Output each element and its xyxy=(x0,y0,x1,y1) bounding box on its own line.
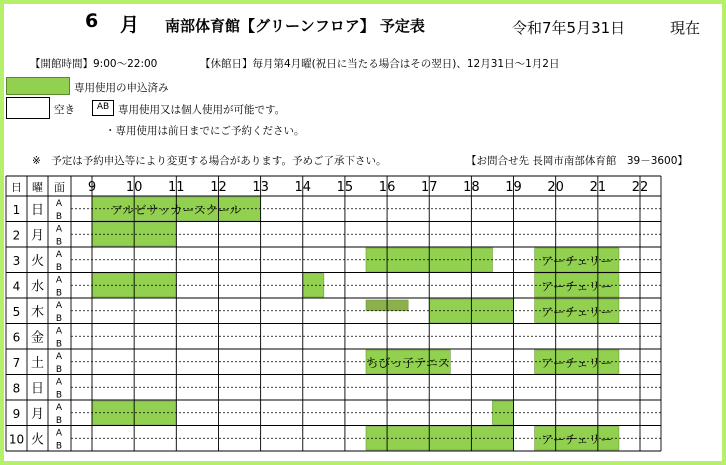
court-a-label: A xyxy=(55,301,63,311)
legend-available-label: 空き xyxy=(54,104,75,116)
legend-ab-label: 専用使用又は個人使用が可能です。 xyxy=(118,104,286,116)
court-a-label: A xyxy=(55,224,63,235)
legend-note: ・専用使用は前日までにご予約ください。 xyxy=(105,125,305,137)
header-day: 日 xyxy=(11,181,22,194)
day-number: 6 xyxy=(12,330,21,345)
day-number: 9 xyxy=(12,406,21,421)
court-a-label: A xyxy=(55,403,63,413)
court-b-label: B xyxy=(55,390,63,401)
as-of-date: 令和7年5月31日 xyxy=(512,19,626,37)
hour-label: 9 xyxy=(87,180,97,195)
booking-label: アルビサッカースクール xyxy=(111,202,242,217)
day-number: 3 xyxy=(12,253,21,268)
court-b-label: B xyxy=(55,339,63,350)
weekday-label: 月 xyxy=(30,228,45,244)
weekday-label: 金 xyxy=(30,330,45,346)
weekday-label: 火 xyxy=(30,432,45,448)
weekday-label: 月 xyxy=(30,406,45,422)
hour-label: 20 xyxy=(547,180,564,195)
booking-label: アーチェリー xyxy=(541,279,613,294)
hour-label: 12 xyxy=(210,180,227,195)
closed-days: 【休館日】毎月第4月曜(祝日に当たる場合はその翌日)、12月31日～1月2日 xyxy=(200,58,560,70)
as-of-suffix: 現在 xyxy=(670,19,701,37)
weekday-label: 水 xyxy=(30,279,45,295)
hour-label: 19 xyxy=(505,180,522,195)
hour-label: 21 xyxy=(589,180,607,195)
hour-label: 14 xyxy=(294,180,312,195)
hour-label: 10 xyxy=(125,180,143,195)
booking-label: ちびっ子テニス xyxy=(366,355,450,370)
legend-reserved-label: 専用使用の申込済み xyxy=(74,82,169,94)
notice-text: ※ 予定は予約申込等により変更する場合があります。予めご了承下さい。 xyxy=(32,155,387,167)
day-number: 5 xyxy=(12,304,21,319)
hour-label: 13 xyxy=(252,180,269,195)
legend-ab-symbol: AB xyxy=(92,100,114,116)
hour-label: 18 xyxy=(463,180,480,195)
booking-label: アーチェリー xyxy=(541,253,613,268)
day-number: 10 xyxy=(8,432,25,447)
court-a-label: A xyxy=(55,377,63,388)
weekday-label: 日 xyxy=(30,381,45,397)
court-b-label: B xyxy=(55,212,63,222)
day-number: 2 xyxy=(12,228,21,243)
month-kanji: 月 xyxy=(120,14,140,36)
hour-label: 11 xyxy=(168,180,185,195)
court-b-label: B xyxy=(55,441,63,452)
day-number: 7 xyxy=(12,355,21,370)
court-b-label: B xyxy=(55,288,63,299)
court-b-label: B xyxy=(55,263,63,273)
hour-label: 17 xyxy=(420,180,438,195)
month-number: 6 xyxy=(85,10,99,32)
booking-label: アーチェリー xyxy=(541,432,613,447)
booking-label: アーチェリー xyxy=(541,355,613,370)
weekday-label: 土 xyxy=(30,355,45,371)
court-a-label: A xyxy=(55,428,63,439)
contact-info: 【お問合せ先 長岡市南部体育館 39－3600】 xyxy=(466,155,688,167)
hour-label: 16 xyxy=(378,180,396,195)
hour-label: 22 xyxy=(631,180,649,195)
court-b-label: B xyxy=(55,365,63,375)
header-weekday: 曜 xyxy=(32,181,43,194)
court-b-label: B xyxy=(55,416,63,426)
day-number: 4 xyxy=(12,279,21,294)
opening-hours: 【開館時間】9:00～22:00 xyxy=(30,58,158,70)
court-b-label: B xyxy=(55,314,63,324)
court-a-label: A xyxy=(55,199,63,209)
court-a-label: A xyxy=(55,326,63,337)
page-title: 南部体育館【グリーンフロア】 予定表 xyxy=(165,17,425,35)
hour-label: 15 xyxy=(336,180,354,195)
weekday-label: 木 xyxy=(30,304,45,320)
header-court: 面 xyxy=(54,181,65,194)
court-b-label: B xyxy=(55,237,63,248)
court-a-label: A xyxy=(55,352,63,362)
day-number: 8 xyxy=(12,381,21,396)
court-a-label: A xyxy=(55,275,63,286)
weekday-label: 火 xyxy=(30,253,45,269)
day-number: 1 xyxy=(12,202,21,217)
court-a-label: A xyxy=(55,250,63,260)
booking-label: アーチェリー xyxy=(541,304,613,319)
weekday-label: 日 xyxy=(30,202,45,218)
